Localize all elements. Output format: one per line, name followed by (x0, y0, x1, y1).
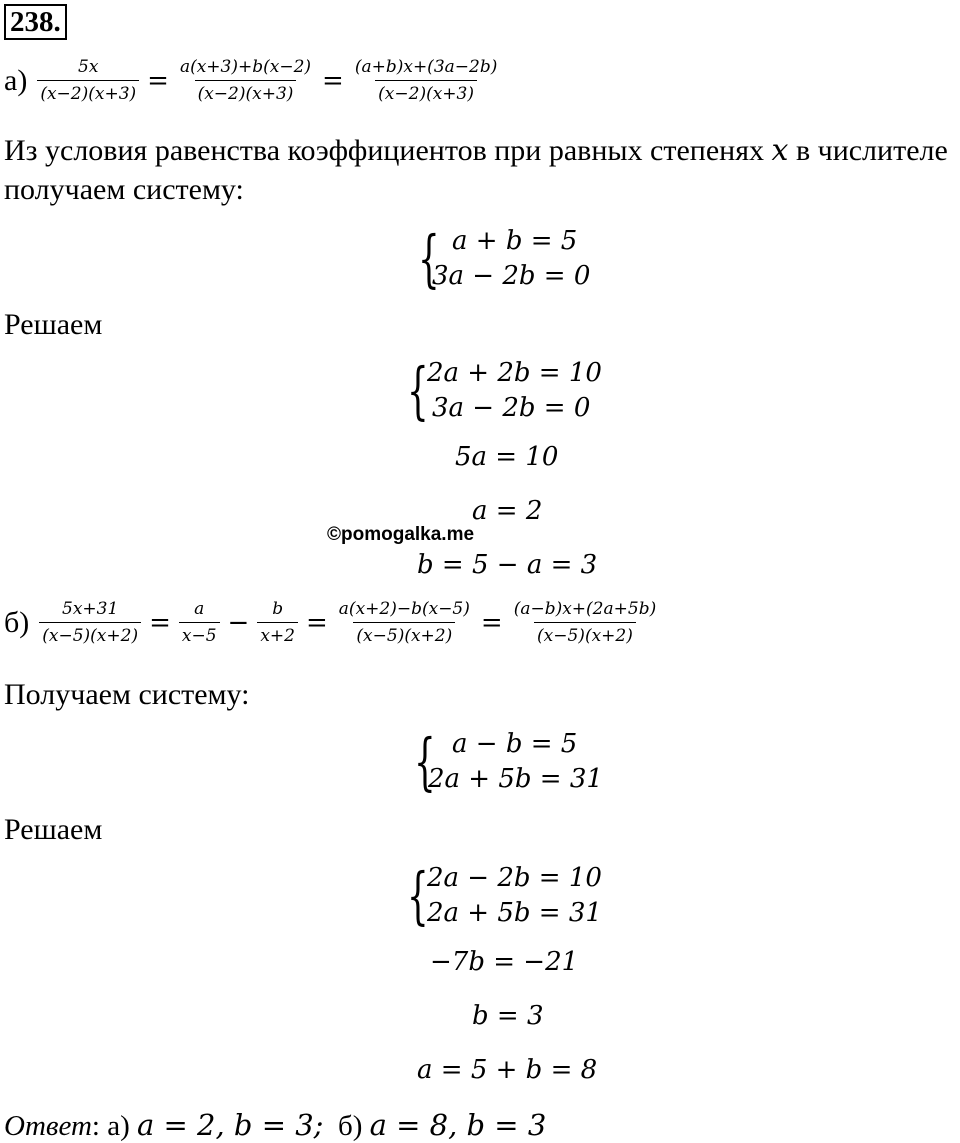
system-line: 2a + 2b = 10 (427, 358, 602, 388)
denominator: (x−2)(x+3) (37, 80, 139, 105)
minus-sign: − (227, 607, 250, 638)
text-span: Из условия равенства коэффициентов при равных степенях (4, 134, 772, 167)
denominator: x−5 (179, 622, 220, 647)
system-line: 2a + 5b = 31 (427, 898, 602, 928)
fraction (352, 56, 501, 105)
numerator: (a+b)x+(3a−2b) (354, 57, 498, 77)
system-line: 2a − 2b = 10 (427, 863, 602, 893)
paragraph-text (4, 133, 948, 169)
numerator: a (194, 599, 205, 619)
numerator: a(x+3)+b(x−2) (179, 57, 312, 77)
equals-sign: = (147, 65, 169, 96)
equals-sign: = (480, 607, 503, 638)
fraction (336, 598, 473, 647)
numerator: a(x+2)−b(x−5) (338, 599, 470, 619)
watermark: ©pomogalka.me (327, 524, 475, 545)
numerator: 5x+31 (62, 599, 119, 619)
solve-label: Решаем (4, 813, 103, 846)
denominator: (x−5)(x+2) (39, 622, 141, 647)
system-line: 3a − 2b = 0 (432, 393, 591, 423)
equals-sign: = (306, 607, 328, 638)
denominator: (x−2)(x+3) (195, 80, 297, 105)
solution-step: 5a = 10 (455, 442, 559, 472)
part-b-label: б) (4, 605, 30, 639)
numerator: 5x (78, 57, 99, 77)
fraction (257, 598, 298, 647)
brace-symbol: { (418, 222, 440, 295)
system-line: 3a − 2b = 0 (432, 261, 591, 291)
variable: x (771, 133, 789, 168)
paragraph-text: получаем систему: (4, 173, 244, 206)
text-span: в числителе (788, 134, 948, 167)
fraction (511, 598, 660, 647)
part-a-label: а) (4, 63, 28, 97)
text-span: б) (323, 1110, 370, 1142)
fraction (37, 56, 139, 105)
solve-label: Решаем (4, 308, 103, 341)
brace-symbol: { (407, 354, 429, 427)
fraction (179, 598, 220, 647)
solution-step: b = 5 − a = 3 (417, 550, 598, 580)
brace-symbol: { (414, 725, 436, 798)
solution-step: b = 3 (472, 1001, 544, 1031)
solution-step: a = 2 (472, 496, 543, 526)
fraction (177, 56, 314, 105)
part-b-equation (4, 598, 663, 647)
denominator: (x−5)(x+2) (534, 622, 636, 647)
answer-b: a = 8, b = 3 (369, 1108, 547, 1142)
denominator: (x−5)(x+2) (353, 622, 455, 647)
numerator: b (272, 599, 284, 619)
part-a-equation (4, 56, 504, 105)
brace-symbol: { (407, 859, 429, 932)
system-line: 2a + 5b = 31 (428, 764, 603, 794)
solution-step: a = 5 + b = 8 (417, 1055, 598, 1085)
answer-line (4, 1108, 546, 1143)
numerator: (a−b)x+(2a+5b) (513, 599, 657, 619)
paragraph-text: Получаем систему: (4, 678, 250, 711)
system-line: a − b = 5 (452, 729, 578, 759)
solution-step: −7b = −21 (430, 947, 579, 977)
answer-label: Ответ (4, 1110, 92, 1142)
system-line: a + b = 5 (452, 226, 578, 256)
answer-a: a = 2, b = 3; (137, 1108, 324, 1142)
equals-sign: = (149, 607, 171, 638)
equals-sign: = (322, 65, 344, 96)
problem-number: 238. (4, 4, 67, 40)
denominator: x+2 (257, 622, 298, 647)
denominator: (x−2)(x+3) (375, 80, 477, 105)
fraction (39, 598, 141, 647)
text-span: : а) (91, 1110, 137, 1142)
